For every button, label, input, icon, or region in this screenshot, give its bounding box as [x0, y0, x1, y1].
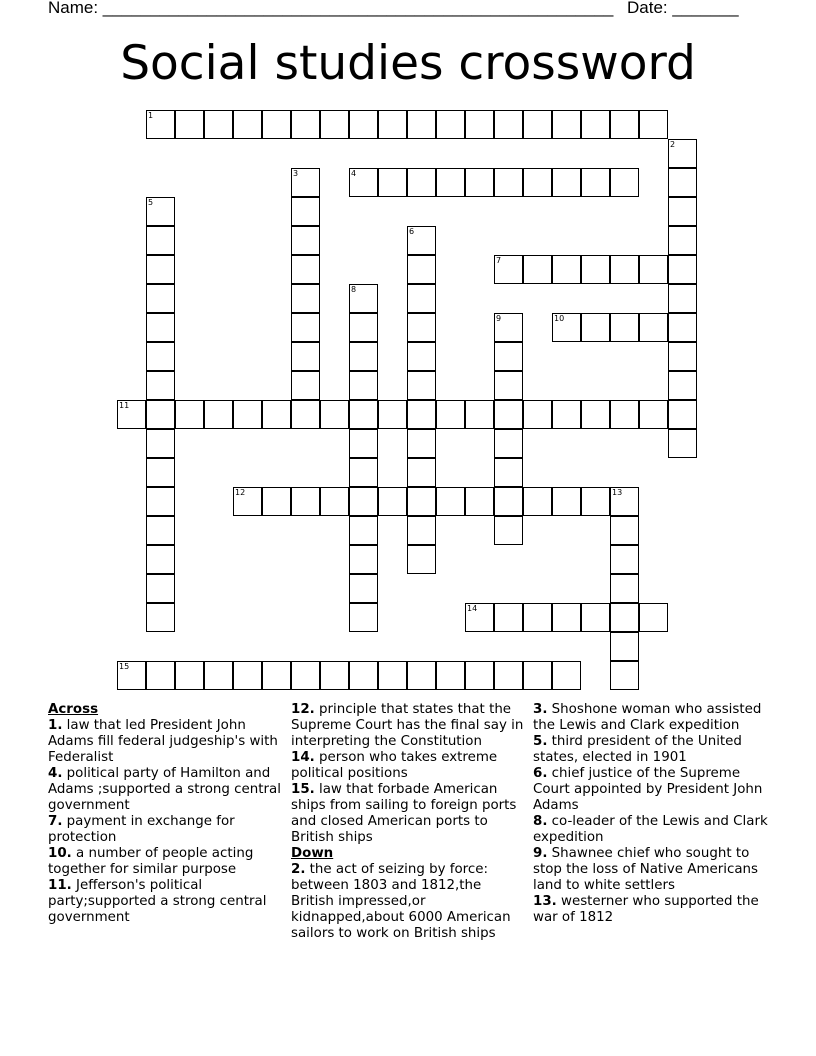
grid-cell[interactable]: [407, 429, 436, 458]
grid-cell[interactable]: [494, 603, 523, 632]
grid-cell[interactable]: [494, 313, 523, 342]
grid-cell[interactable]: [233, 400, 262, 429]
grid-cell[interactable]: [668, 429, 697, 458]
grid-cell[interactable]: [494, 458, 523, 487]
grid-cell[interactable]: [668, 400, 697, 429]
clue-across-12: 12. principle that states that the Supreme Court has the final say in interpreting the Constitution: [291, 702, 524, 749]
grid-cell[interactable]: [581, 255, 610, 284]
grid-cell[interactable]: [407, 255, 436, 284]
grid-cell[interactable]: [494, 516, 523, 545]
grid-cell[interactable]: [610, 661, 639, 690]
grid-cell[interactable]: [146, 110, 175, 139]
grid-cell[interactable]: [349, 574, 378, 603]
grid-cell[interactable]: [610, 487, 639, 516]
grid-cell[interactable]: [146, 400, 175, 429]
grid-cell[interactable]: [610, 545, 639, 574]
grid-cell[interactable]: [291, 168, 320, 197]
grid-cell[interactable]: [175, 110, 204, 139]
cell-number: 5: [148, 198, 154, 207]
grid-cell[interactable]: [581, 487, 610, 516]
grid-cell[interactable]: [523, 603, 552, 632]
grid-cell[interactable]: [494, 371, 523, 400]
grid-cell[interactable]: [407, 313, 436, 342]
grid-cell[interactable]: [233, 110, 262, 139]
grid-cell[interactable]: [668, 226, 697, 255]
grid-cell[interactable]: [610, 110, 639, 139]
grid-cell[interactable]: [581, 400, 610, 429]
grid-cell[interactable]: [465, 487, 494, 516]
grid-cell[interactable]: [552, 603, 581, 632]
cell-number: 15: [119, 662, 130, 671]
grid-cell[interactable]: [639, 603, 668, 632]
grid-cell[interactable]: [610, 603, 639, 632]
grid-cell[interactable]: [436, 400, 465, 429]
grid-cell[interactable]: [581, 603, 610, 632]
grid-cell[interactable]: [465, 110, 494, 139]
grid-cell[interactable]: [407, 545, 436, 574]
grid-cell[interactable]: [552, 661, 581, 690]
grid-cell[interactable]: [581, 110, 610, 139]
grid-cell[interactable]: [407, 284, 436, 313]
grid-cell[interactable]: [494, 110, 523, 139]
grid-cell[interactable]: [349, 400, 378, 429]
clue-across-14: 14. person who takes extreme political positions: [291, 750, 498, 781]
cell-number: 12: [235, 488, 246, 497]
grid-cell[interactable]: [291, 487, 320, 516]
grid-cell[interactable]: [581, 313, 610, 342]
grid-cell[interactable]: [146, 487, 175, 516]
clue-column-3: [533, 702, 769, 926]
grid-cell[interactable]: [349, 516, 378, 545]
clue-across-7: 7. payment in exchange for protection: [48, 814, 235, 845]
clue-across-15: 15. law that forbade American ships from sailing to foreign ports and closed American ports to British ships: [291, 782, 517, 845]
grid-cell[interactable]: [349, 284, 378, 313]
grid-cell[interactable]: [668, 197, 697, 226]
grid-cell[interactable]: [349, 371, 378, 400]
grid-cell[interactable]: [117, 661, 146, 690]
across-heading: Across: [48, 702, 99, 717]
grid-cell[interactable]: [262, 110, 291, 139]
grid-cell[interactable]: [494, 661, 523, 690]
grid-cell[interactable]: [146, 661, 175, 690]
grid-cell[interactable]: [146, 458, 175, 487]
grid-cell[interactable]: [349, 661, 378, 690]
grid-cell[interactable]: [378, 400, 407, 429]
grid-cell[interactable]: [175, 400, 204, 429]
grid-cell[interactable]: [552, 313, 581, 342]
name-field-label: Name: ______________________________________________________: [48, 0, 614, 17]
grid-cell[interactable]: [146, 342, 175, 371]
grid-cell[interactable]: [407, 226, 436, 255]
clue-across-4: 4. political party of Hamilton and Adams ;supported a strong central government: [48, 766, 281, 813]
clue-down-3: 3. Shoshone woman who assisted the Lewis and Clark expedition: [533, 702, 762, 733]
grid-cell[interactable]: [291, 313, 320, 342]
grid-cell[interactable]: [436, 661, 465, 690]
cell-number: 2: [670, 140, 676, 149]
grid-cell[interactable]: [320, 487, 349, 516]
cell-number: 10: [554, 314, 565, 323]
grid-cell[interactable]: [436, 110, 465, 139]
grid-cell[interactable]: [204, 661, 233, 690]
grid-cell[interactable]: [523, 168, 552, 197]
grid-cell[interactable]: [639, 110, 668, 139]
grid-cell[interactable]: [291, 661, 320, 690]
grid-cell[interactable]: [465, 400, 494, 429]
grid-cell[interactable]: [668, 342, 697, 371]
grid-cell[interactable]: [349, 603, 378, 632]
grid-cell[interactable]: [465, 168, 494, 197]
cell-number: 7: [496, 256, 502, 265]
cell-number: 14: [467, 604, 478, 613]
grid-cell[interactable]: [262, 487, 291, 516]
cell-number: 11: [119, 401, 130, 410]
grid-cell[interactable]: [610, 400, 639, 429]
clue-column-2: [291, 702, 527, 942]
clue-across-10: 10. a number of people acting together for similar purpose: [48, 846, 254, 877]
grid-cell[interactable]: [668, 139, 697, 168]
grid-cell[interactable]: [494, 342, 523, 371]
grid-cell[interactable]: [291, 255, 320, 284]
grid-cell[interactable]: [291, 110, 320, 139]
grid-cell[interactable]: [262, 661, 291, 690]
clue-down-5: 5. third president of the United states, elected in 1901: [533, 734, 742, 765]
grid-cell[interactable]: [349, 458, 378, 487]
grid-cell[interactable]: [523, 400, 552, 429]
date-field-label: Date: _______: [627, 0, 739, 17]
cell-number: 3: [293, 169, 299, 178]
grid-cell[interactable]: [291, 284, 320, 313]
grid-cell[interactable]: [175, 661, 204, 690]
clue-down-8: 8. co-leader of the Lewis and Clark expedition: [533, 814, 768, 845]
grid-cell[interactable]: [349, 429, 378, 458]
grid-cell[interactable]: [465, 603, 494, 632]
cell-number: 9: [496, 314, 502, 323]
grid-cell[interactable]: [117, 400, 146, 429]
grid-cell[interactable]: [146, 603, 175, 632]
grid-cell[interactable]: [291, 226, 320, 255]
grid-cell[interactable]: [204, 400, 233, 429]
grid-cell[interactable]: [552, 110, 581, 139]
grid-cell[interactable]: [465, 661, 494, 690]
grid-cell[interactable]: [349, 168, 378, 197]
grid-cell[interactable]: [610, 255, 639, 284]
grid-cell[interactable]: [407, 487, 436, 516]
grid-cell[interactable]: [320, 110, 349, 139]
grid-cell[interactable]: [523, 487, 552, 516]
grid-cell[interactable]: [668, 255, 697, 284]
grid-cell[interactable]: [349, 313, 378, 342]
down-heading: Down: [291, 846, 334, 861]
grid-cell[interactable]: [146, 574, 175, 603]
grid-cell[interactable]: [146, 313, 175, 342]
grid-cell[interactable]: [523, 661, 552, 690]
grid-cell[interactable]: [407, 516, 436, 545]
cell-number: 6: [409, 227, 415, 236]
grid-cell[interactable]: [523, 255, 552, 284]
grid-cell[interactable]: [639, 255, 668, 284]
grid-cell[interactable]: [349, 487, 378, 516]
grid-cell[interactable]: [204, 110, 233, 139]
grid-cell[interactable]: [146, 284, 175, 313]
grid-cell[interactable]: [407, 342, 436, 371]
clue-down-6: 6. chief justice of the Supreme Court appointed by President John Adams: [533, 766, 763, 813]
grid-cell[interactable]: [146, 197, 175, 226]
grid-cell[interactable]: [436, 487, 465, 516]
grid-cell[interactable]: [668, 313, 697, 342]
clue-across-11: 11. Jefferson's political party;supported a strong central government: [48, 878, 267, 925]
grid-cell[interactable]: [146, 545, 175, 574]
grid-cell[interactable]: [494, 255, 523, 284]
grid-cell[interactable]: [320, 661, 349, 690]
grid-cell[interactable]: [610, 574, 639, 603]
grid-cell[interactable]: [378, 110, 407, 139]
grid-cell[interactable]: [610, 632, 639, 661]
cell-number: 13: [612, 488, 623, 497]
grid-cell[interactable]: [233, 487, 262, 516]
grid-cell[interactable]: [349, 342, 378, 371]
grid-cell[interactable]: [320, 400, 349, 429]
grid-cell[interactable]: [494, 487, 523, 516]
grid-cell[interactable]: [552, 487, 581, 516]
grid-cell[interactable]: [494, 429, 523, 458]
grid-cell[interactable]: [291, 197, 320, 226]
grid-cell[interactable]: [146, 226, 175, 255]
grid-cell[interactable]: [407, 458, 436, 487]
grid-cell[interactable]: [291, 342, 320, 371]
grid-cell[interactable]: [146, 255, 175, 284]
cell-number: 4: [351, 169, 357, 178]
grid-cell[interactable]: [291, 371, 320, 400]
grid-cell[interactable]: [378, 168, 407, 197]
grid-cell[interactable]: [378, 661, 407, 690]
grid-cell[interactable]: [146, 429, 175, 458]
grid-cell[interactable]: [610, 313, 639, 342]
grid-cell[interactable]: [378, 487, 407, 516]
grid-cell[interactable]: [668, 284, 697, 313]
grid-cell[interactable]: [581, 168, 610, 197]
clue-across-1: 1. law that led President John Adams fill federal judgeship's with Federalist: [48, 718, 278, 765]
grid-cell[interactable]: [291, 400, 320, 429]
grid-cell[interactable]: [349, 110, 378, 139]
grid-cell[interactable]: [494, 168, 523, 197]
grid-cell[interactable]: [639, 313, 668, 342]
grid-cell[interactable]: [146, 516, 175, 545]
grid-cell[interactable]: [610, 516, 639, 545]
grid-cell[interactable]: [407, 661, 436, 690]
grid-cell[interactable]: [262, 400, 291, 429]
grid-cell[interactable]: [146, 371, 175, 400]
cell-number: 8: [351, 285, 357, 294]
grid-cell[interactable]: [639, 400, 668, 429]
grid-cell[interactable]: [407, 400, 436, 429]
cell-number: 1: [148, 111, 154, 120]
grid-cell[interactable]: [407, 371, 436, 400]
clue-down-2: 2. the act of seizing by force: between 1803 and 1812,the British impressed,or kidnapped,about 6000 American sailors to work on British ships: [291, 862, 511, 941]
grid-cell[interactable]: [436, 168, 465, 197]
clue-column-1: [48, 702, 284, 926]
grid-cell[interactable]: [523, 110, 552, 139]
grid-cell[interactable]: [610, 168, 639, 197]
grid-cell[interactable]: [668, 371, 697, 400]
grid-cell[interactable]: [407, 168, 436, 197]
grid-cell[interactable]: [552, 168, 581, 197]
grid-cell[interactable]: [552, 255, 581, 284]
grid-cell[interactable]: [668, 168, 697, 197]
grid-cell[interactable]: [552, 400, 581, 429]
grid-cell[interactable]: [407, 110, 436, 139]
grid-cell[interactable]: [233, 661, 262, 690]
page-title: Social studies crossword: [120, 36, 696, 91]
clue-down-9: 9. Shawnee chief who sought to stop the loss of Native Americans land to white settlers: [533, 846, 759, 893]
grid-cell[interactable]: [494, 400, 523, 429]
grid-cell[interactable]: [349, 545, 378, 574]
clue-down-13: 13. westerner who supported the war of 1812: [533, 894, 759, 925]
